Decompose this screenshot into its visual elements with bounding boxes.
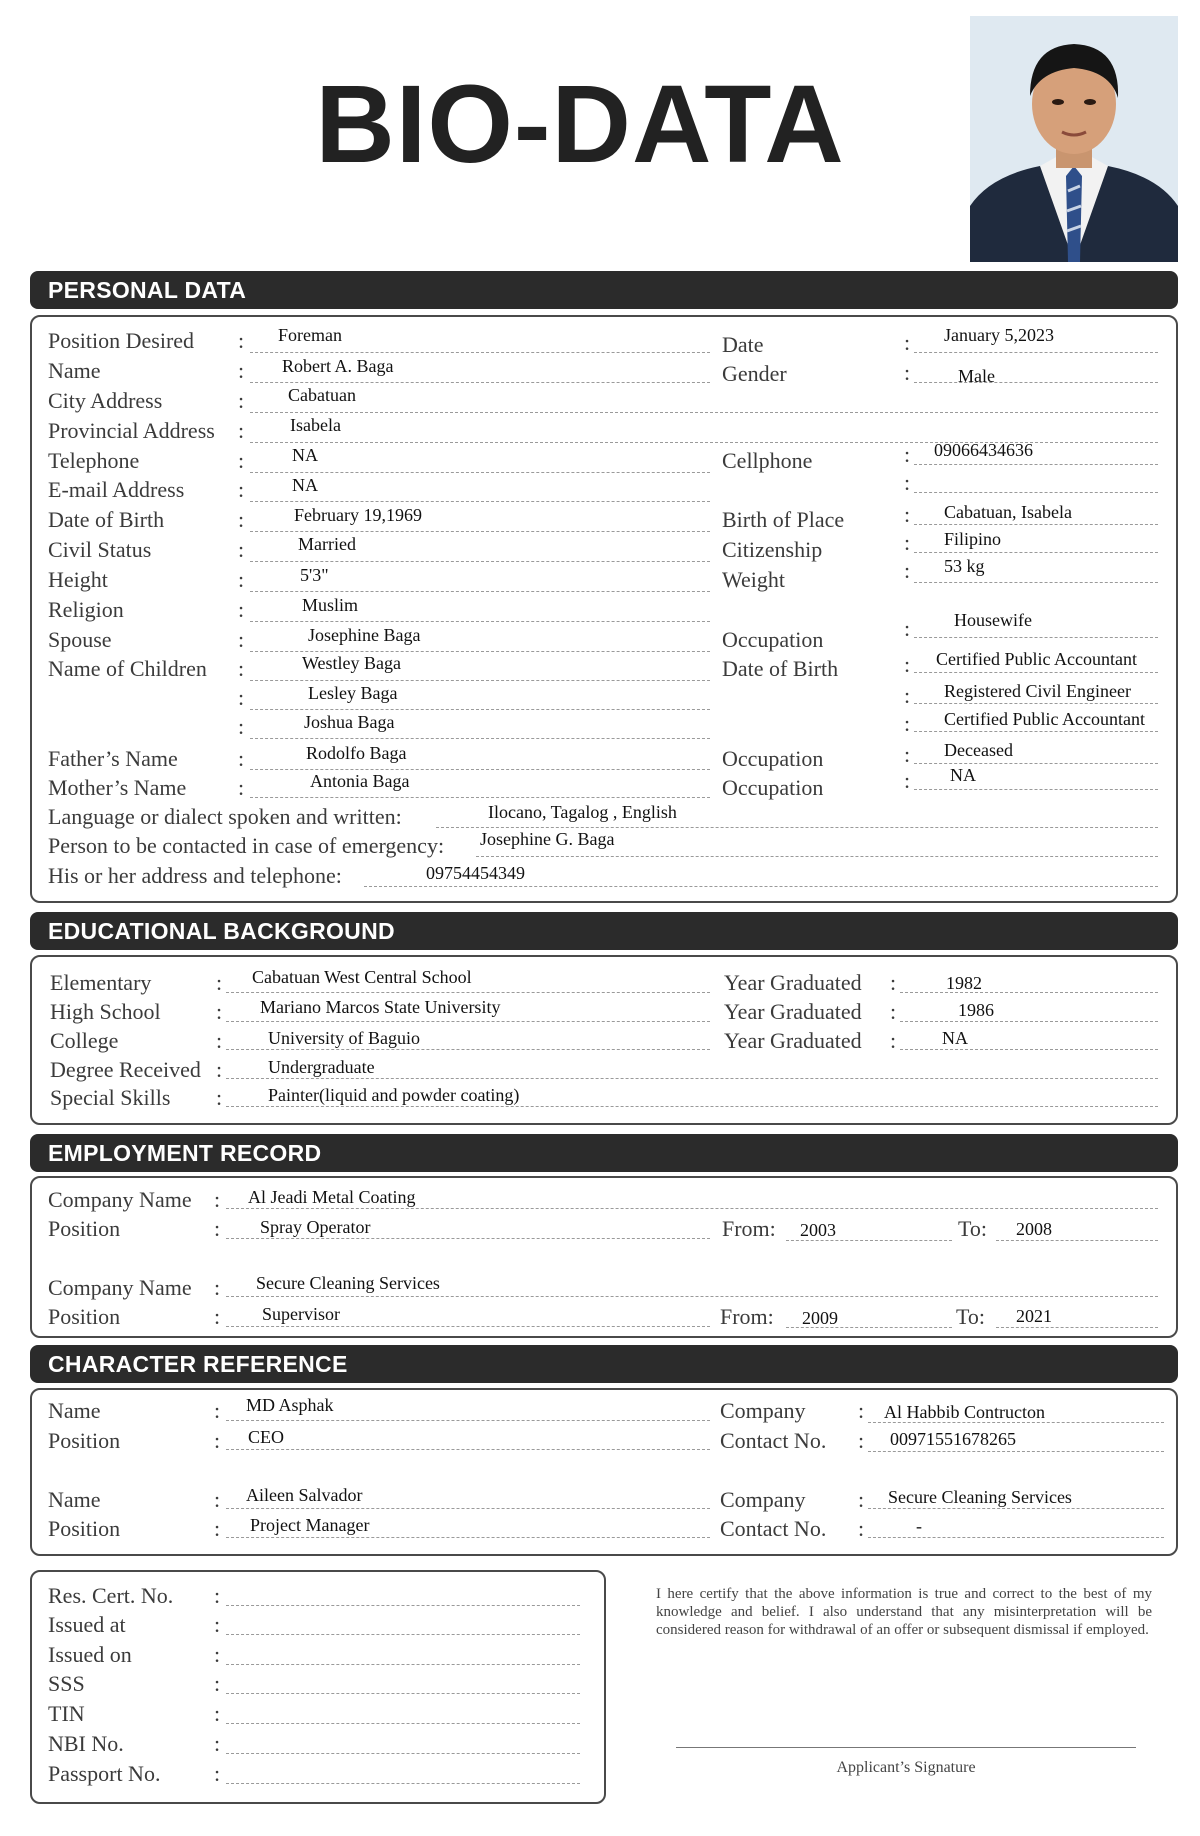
label-date: Date: [722, 332, 764, 357]
field-line: [868, 1537, 1164, 1538]
colon: :: [904, 330, 911, 355]
label-contact-no: Contact No.: [720, 1516, 827, 1541]
value-religion: Muslim: [302, 595, 359, 615]
value-elementary: Cabatuan West Central School: [252, 967, 472, 987]
value-reference-name: Aileen Salvador: [246, 1485, 363, 1505]
field-line: [250, 621, 710, 622]
field-line: [226, 1693, 580, 1694]
label-position: Position: [48, 1428, 121, 1453]
value-city-address: Cabatuan: [288, 385, 356, 405]
colon: :: [890, 1028, 897, 1053]
colon: :: [238, 627, 245, 652]
colon: :: [238, 685, 245, 710]
value-to: 2021: [1016, 1306, 1052, 1326]
field-line: [226, 1634, 580, 1635]
label-special-skills: Special Skills: [50, 1085, 171, 1110]
field-line: [250, 531, 710, 532]
label-provincial-address: Provincial Address: [48, 418, 215, 443]
field-line: [914, 672, 1158, 673]
value-cellphone: 09066434636: [934, 440, 1033, 460]
value-year-graduated: NA: [942, 1028, 968, 1048]
value-language: Ilocano, Tagalog , English: [488, 802, 677, 822]
field-line: [250, 738, 710, 739]
colon: :: [904, 652, 911, 677]
value-reference-company: Secure Cleaning Services: [888, 1487, 1072, 1507]
colon: :: [890, 999, 897, 1024]
label-from: From:: [722, 1216, 776, 1241]
label-high-school: High School: [50, 999, 161, 1024]
field-line: [436, 827, 1158, 828]
colon: :: [858, 1516, 865, 1541]
value-mothers-name: Antonia Baga: [310, 771, 410, 791]
colon: :: [238, 537, 245, 562]
label-name-of-children: Name of Children: [48, 656, 207, 681]
field-line: [914, 552, 1158, 553]
label-mother-occupation: Occupation: [722, 775, 824, 800]
value-company-name: Secure Cleaning Services: [256, 1273, 440, 1293]
label-religion: Religion: [48, 597, 124, 622]
field-line: [250, 769, 710, 770]
value-weight: 53 kg: [944, 556, 985, 576]
colon: :: [904, 470, 911, 495]
field-line: [226, 1723, 580, 1724]
value-telephone: NA: [292, 445, 318, 465]
field-line: [914, 492, 1158, 493]
value-spouse-occupation: Housewife: [954, 610, 1032, 630]
label-company: Company: [720, 1398, 806, 1423]
label-position-desired: Position Desired: [48, 328, 195, 353]
label-cellphone: Cellphone: [722, 448, 813, 473]
field-line: [226, 1537, 710, 1538]
colon: :: [904, 711, 911, 736]
colon: :: [214, 1642, 221, 1667]
value-citizenship: Filipino: [944, 529, 1002, 549]
colon: :: [858, 1487, 865, 1512]
colon: :: [214, 1487, 221, 1512]
colon: :: [238, 418, 245, 443]
value-reference-company: Al Habbib Contructon: [884, 1402, 1045, 1422]
value-child-date-of-birth: Registered Civil Engineer: [944, 681, 1131, 701]
field-line: [476, 856, 1158, 857]
label-from: From:: [720, 1304, 774, 1329]
colon: :: [216, 1057, 223, 1082]
colon: :: [214, 1398, 221, 1423]
colon: :: [214, 1428, 221, 1453]
field-line: [914, 382, 1158, 383]
colon: :: [904, 742, 911, 767]
field-line: [914, 731, 1158, 732]
value-child: Joshua Baga: [304, 712, 395, 732]
field-line: [996, 1327, 1158, 1328]
field-line: [914, 524, 1158, 525]
value-child-date-of-birth: Certified Public Accountant: [944, 709, 1145, 729]
colon: :: [214, 1583, 221, 1608]
label-passport-no: Passport No.: [48, 1761, 161, 1786]
value-child-date-of-birth: Certified Public Accountant: [936, 649, 1137, 669]
field-line: [868, 1508, 1164, 1509]
colon: :: [904, 768, 911, 793]
label-tin: TIN: [48, 1701, 85, 1726]
field-line: [786, 1327, 952, 1328]
field-line: [250, 797, 710, 798]
label-contact-no: Contact No.: [720, 1428, 827, 1453]
label-year-graduated: Year Graduated: [724, 970, 862, 995]
page-title: BIO-DATA: [315, 63, 845, 186]
section-header-character-reference: CHARACTER REFERENCE: [30, 1345, 1178, 1383]
applicant-photo: [970, 16, 1178, 262]
field-line: [914, 703, 1158, 704]
field-line: [226, 1420, 710, 1421]
label-fathers-name: Father’s Name: [48, 746, 178, 771]
value-from: 2009: [802, 1308, 838, 1328]
field-line: [868, 1451, 1164, 1452]
colon: :: [904, 502, 911, 527]
field-line: [250, 352, 710, 353]
section-header-employment-record: EMPLOYMENT RECORD: [30, 1134, 1178, 1172]
label-year-graduated: Year Graduated: [724, 999, 862, 1024]
value-height: 5'3": [300, 565, 329, 585]
employment-box: [30, 1176, 1178, 1338]
colon: :: [238, 507, 245, 532]
label-spouse-occupation: Occupation: [722, 627, 824, 652]
colon: :: [238, 567, 245, 592]
colon: :: [216, 970, 223, 995]
value-emergency-contact: Josephine G. Baga: [480, 829, 615, 849]
value-reference-contact: 00971551678265: [890, 1429, 1016, 1449]
value-degree-received: Undergraduate: [268, 1057, 375, 1077]
field-line: [250, 709, 710, 710]
colon: :: [890, 970, 897, 995]
field-line: [226, 1208, 1158, 1209]
colon: :: [214, 1304, 221, 1329]
label-emergency-address: His or her address and telephone:: [48, 863, 342, 888]
label-issued-on: Issued on: [48, 1642, 132, 1667]
field-line: [364, 886, 1158, 887]
colon: :: [216, 1085, 223, 1110]
label-spouse: Spouse: [48, 627, 112, 652]
field-line: [868, 1422, 1164, 1423]
colon: :: [216, 999, 223, 1024]
colon: :: [214, 1731, 221, 1756]
value-company-name: Al Jeadi Metal Coating: [248, 1187, 416, 1207]
label-elementary: Elementary: [50, 970, 152, 995]
field-line: [914, 763, 1158, 764]
label-citizenship: Citizenship: [722, 537, 823, 562]
colon: :: [214, 1216, 221, 1241]
value-birth-place: Cabatuan, Isabela: [944, 502, 1072, 522]
label-name: Name: [48, 358, 101, 383]
label-position: Position: [48, 1516, 121, 1541]
colon: :: [904, 616, 911, 641]
colon: :: [904, 360, 911, 385]
value-child: Westley Baga: [302, 653, 402, 673]
colon: :: [214, 1761, 221, 1786]
field-line: [226, 1664, 580, 1665]
label-date-of-birth: Date of Birth: [48, 507, 165, 532]
signature-line: [676, 1747, 1136, 1748]
label-gender: Gender: [722, 361, 787, 386]
field-line: [786, 1240, 952, 1241]
field-line: [250, 680, 710, 681]
colon: :: [904, 558, 911, 583]
field-line: [900, 1021, 1158, 1022]
field-line: [250, 591, 710, 592]
colon: :: [238, 477, 245, 502]
value-high-school: Mariano Marcos State University: [260, 997, 501, 1017]
field-line: [226, 1238, 710, 1239]
label-name: Name: [48, 1487, 101, 1512]
value-reference-contact: -: [916, 1516, 922, 1536]
label-height: Height: [48, 567, 108, 592]
value-year-graduated: 1986: [958, 1000, 994, 1020]
colon: :: [214, 1612, 221, 1637]
value-to: 2008: [1016, 1219, 1052, 1239]
colon: :: [238, 328, 245, 353]
section-header-educational-background: EDUCATIONAL BACKGROUND: [30, 912, 1178, 950]
field-line: [226, 1021, 710, 1022]
colon: :: [238, 358, 245, 383]
value-date: January 5,2023: [944, 325, 1054, 345]
value-provincial-address: Isabela: [290, 415, 341, 435]
field-line: [914, 352, 1158, 353]
label-telephone: Telephone: [48, 448, 140, 473]
value-reference-position: CEO: [248, 1427, 284, 1447]
field-line: [250, 472, 710, 473]
colon: :: [214, 1275, 221, 1300]
value-civil-status: Married: [298, 534, 356, 554]
colon: :: [238, 746, 245, 771]
colon: :: [214, 1671, 221, 1696]
colon: :: [238, 388, 245, 413]
colon: :: [214, 1701, 221, 1726]
label-company-name: Company Name: [48, 1275, 192, 1300]
label-weight: Weight: [722, 567, 785, 592]
field-line: [226, 992, 710, 993]
field-line: [250, 561, 710, 562]
label-degree-received: Degree Received: [50, 1057, 201, 1082]
field-line: [226, 1049, 710, 1050]
certification-statement: I here certify that the above information is true and correct to the best of my knowledge and belief. I also understand that any misinterpretation will be considered reason for withdrawal of an offer or subsequent dismissal if employed.: [656, 1586, 1152, 1638]
field-line: [226, 1106, 1158, 1107]
colon: :: [214, 1516, 221, 1541]
field-line: [250, 412, 1158, 413]
label-mothers-name: Mother’s Name: [48, 775, 187, 800]
value-emergency-address: 09754454349: [426, 863, 525, 883]
colon: :: [904, 442, 911, 467]
field-line: [914, 637, 1158, 638]
field-line: [914, 582, 1158, 583]
label-email: E-mail Address: [48, 477, 185, 502]
value-gender: Male: [958, 366, 995, 386]
label-company-name: Company Name: [48, 1187, 192, 1212]
field-line: [900, 1049, 1158, 1050]
label-sss: SSS: [48, 1671, 85, 1696]
label-to: To:: [956, 1304, 986, 1329]
applicant-signature-label: Applicant’s Signature: [836, 1759, 976, 1776]
label-res-cert-no: Res. Cert. No.: [48, 1583, 174, 1608]
field-line: [996, 1240, 1158, 1241]
field-line: [914, 789, 1158, 790]
field-line: [250, 501, 710, 502]
value-year-graduated: 1982: [946, 973, 982, 993]
label-year-graduated: Year Graduated: [724, 1028, 862, 1053]
colon: :: [858, 1428, 865, 1453]
colon: :: [238, 597, 245, 622]
colon: :: [904, 530, 911, 555]
field-line: [250, 382, 710, 383]
label-language: Language or dialect spoken and written:: [48, 804, 402, 829]
value-college: University of Baguio: [268, 1028, 420, 1048]
label-father-occupation: Occupation: [722, 746, 824, 771]
label-children-date-of-birth: Date of Birth: [722, 656, 839, 681]
label-position: Position: [48, 1304, 121, 1329]
education-box: [30, 955, 1178, 1125]
label-emergency-contact: Person to be contacted in case of emergency:: [48, 833, 445, 858]
section-header-personal-data: PERSONAL DATA: [30, 271, 1178, 309]
value-mother-occupation: NA: [950, 765, 976, 785]
applicant-photo-image: [970, 16, 1178, 262]
value-child: Lesley Baga: [308, 683, 398, 703]
field-line: [900, 992, 1158, 993]
value-special-skills: Painter(liquid and powder coating): [268, 1085, 520, 1105]
field-line: [226, 1753, 580, 1754]
value-name: Robert A. Baga: [282, 356, 394, 376]
value-spouse: Josephine Baga: [308, 625, 421, 645]
colon: :: [238, 714, 245, 739]
label-civil-status: Civil Status: [48, 537, 152, 562]
label-to: To:: [958, 1216, 988, 1241]
field-line: [226, 1078, 1158, 1079]
value-reference-position: Project Manager: [250, 1515, 370, 1535]
field-line: [250, 651, 710, 652]
colon: :: [904, 683, 911, 708]
label-nbi-no: NBI No.: [48, 1731, 124, 1756]
label-city-address: City Address: [48, 388, 163, 413]
label-birth-place: Birth of Place: [722, 507, 845, 532]
field-line: [226, 1296, 1158, 1297]
colon: :: [216, 1028, 223, 1053]
label-college: College: [50, 1028, 119, 1053]
colon: :: [238, 775, 245, 800]
colon: :: [238, 656, 245, 681]
field-line: [226, 1508, 710, 1509]
value-date-of-birth: February 19,1969: [294, 505, 422, 525]
value-email: NA: [292, 475, 318, 495]
value-reference-name: MD Asphak: [246, 1395, 334, 1415]
field-line: [914, 464, 1158, 465]
label-name: Name: [48, 1398, 101, 1423]
label-issued-at: Issued at: [48, 1612, 126, 1637]
value-position-desired: Foreman: [278, 325, 342, 345]
field-line: [226, 1449, 710, 1450]
value-from: 2003: [800, 1220, 836, 1240]
field-line: [226, 1605, 580, 1606]
value-father-occupation: Deceased: [944, 740, 1013, 760]
field-line: [226, 1326, 710, 1327]
colon: :: [214, 1187, 221, 1212]
value-position: Spray Operator: [260, 1217, 371, 1237]
value-fathers-name: Rodolfo Baga: [306, 743, 407, 763]
label-company: Company: [720, 1487, 806, 1512]
value-position: Supervisor: [262, 1304, 340, 1324]
field-line: [226, 1783, 580, 1784]
label-position: Position: [48, 1216, 121, 1241]
colon: :: [858, 1398, 865, 1423]
colon: :: [238, 448, 245, 473]
